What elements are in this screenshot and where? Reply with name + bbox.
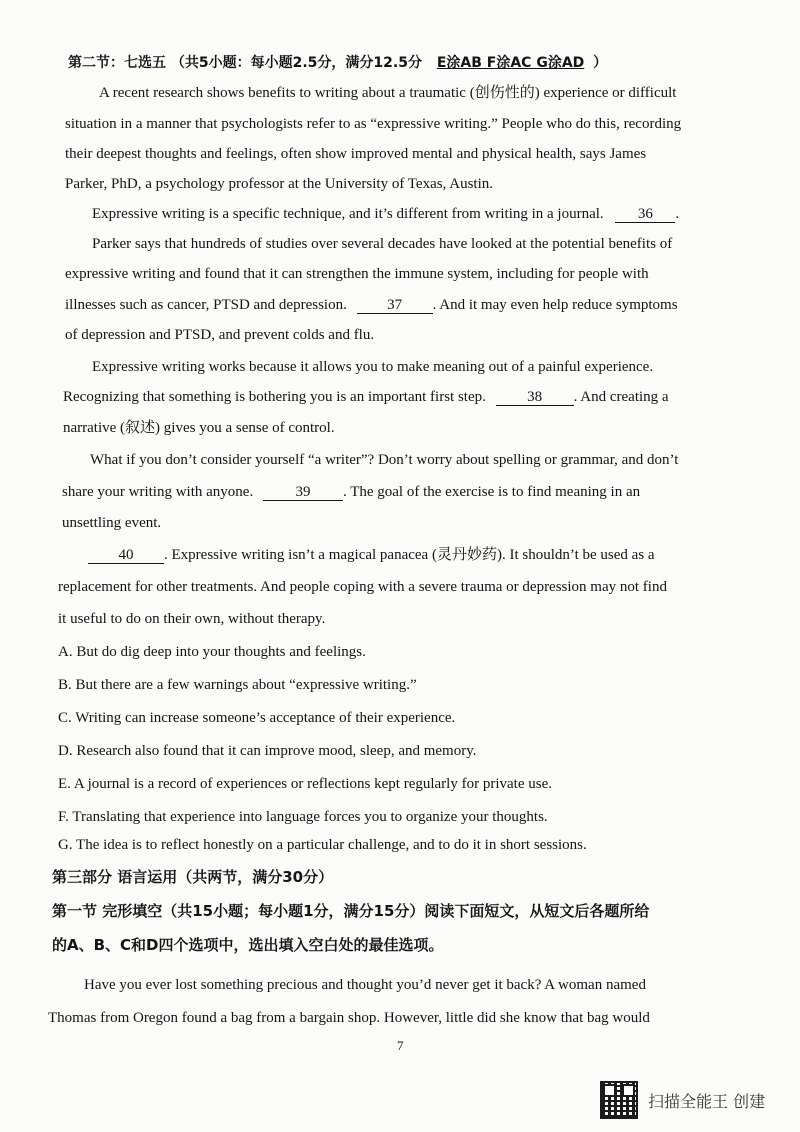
qr-code-icon [600,1081,638,1119]
blank-40: 40 [88,547,164,564]
part3-section1-instructions: 第一节 完形填空（共15小题；每小题1分，满分15分）阅读下面短文，从短文后各题所给 [52,902,650,920]
passage-text: . And creating a [573,389,669,405]
passage-line: of depression and PTSD, and prevent colds and flu. [65,327,375,343]
passage-punct: . [675,206,680,222]
option-g: G. The idea is to reflect honestly on a particular challenge, and to do it in short sessions. [58,837,587,853]
passage-line [92,204,679,224]
passage-line: it useful to do on their own, without therapy. [58,611,326,627]
section-detail: （共5小题：每小题2.5分，满分12.5分 [170,55,422,71]
option-b: B. But there are a few warnings about “expressive writing.” [58,677,417,693]
passage-line [63,387,669,407]
page-number: 7 [397,1038,404,1053]
passage-line: Parker, PhD, a psychology professor at the University of Texas, Austin. [65,176,494,192]
passage-line: narrative (叙述) gives you a sense of control. [63,420,335,436]
passage-line: A recent research shows benefits to writing about a traumatic (创伤性的) experience or difficult [99,85,677,101]
passage-text: . Expressive writing isn’t a magical panacea (灵丹妙药). It shouldn’t be used as a [164,547,655,563]
passage-line: Parker says that hundreds of studies over several decades have looked at the potential benefits of [92,236,673,252]
passage-text: . And it may even help reduce symptoms [432,297,678,313]
blank-37: 37 [357,297,433,314]
passage-line [62,482,640,502]
section-header [68,53,607,73]
passage-line [65,295,678,315]
passage-text: Expressive writing is a specific technique, and it’s different from writing in a journal. [92,206,604,222]
passage-line: situation in a manner that psychologists refer to as “expressive writing.” People who do this, recording [65,116,682,132]
option-e: E. A journal is a record of experiences or reflections kept regularly for private use. [58,776,552,792]
blank-39: 39 [263,484,343,501]
cloze-line: Thomas from Oregon found a bag from a bargain shop. However, little did she know that bag would [48,1010,650,1026]
passage-text: . The goal of the exercise is to find meaning in an [342,484,641,500]
passage-line: their deepest thoughts and feelings, often show improved mental and physical health, says James [65,146,647,162]
passage-text: Recognizing that something is bothering you is an important first step. [63,389,486,405]
option-a: A. But do dig deep into your thoughts and feelings. [58,644,366,660]
passage-line [88,545,655,565]
section-note: E涂AB F涂AC G涂AD [436,55,585,71]
scanner-footer [600,1082,765,1118]
cloze-line: Have you ever lost something precious and thought you’d never get it back? A woman named [84,977,646,993]
option-f: F. Translating that experience into language forces you to organize your thoughts. [58,809,548,825]
section-close: ） [593,55,608,71]
passage-line: What if you don’t consider yourself “a writer”? Don’t worry about spelling or grammar, and don’t [90,452,679,468]
option-c: C. Writing can increase someone’s acceptance of their experience. [58,710,456,726]
part3-section1-instructions: 的A、B、C和D四个选项中，选出填入空白处的最佳选项。 [52,936,444,954]
passage-line: expressive writing and found that it can strengthen the immune system, including for people with [65,266,649,282]
blank-38: 38 [496,389,574,406]
passage-text: illnesses such as cancer, PTSD and depression. [65,297,347,313]
passage-line: replacement for other treatments. And people coping with a severe trauma or depression may not find [58,579,667,595]
scanner-text: 扫描全能王 创建 [648,1091,766,1111]
blank-36: 36 [615,206,675,223]
passage-line: unsettling event. [62,515,162,531]
passage-line: Expressive writing works because it allows you to make meaning out of a painful experience. [92,359,654,375]
section-title: 第二节：七选五 [68,55,166,71]
option-d: D. Research also found that it can improve mood, sleep, and memory. [58,743,477,759]
part3-title: 第三部分 语言运用（共两节，满分30分） [52,868,334,886]
passage-text: share your writing with anyone. [62,484,254,500]
